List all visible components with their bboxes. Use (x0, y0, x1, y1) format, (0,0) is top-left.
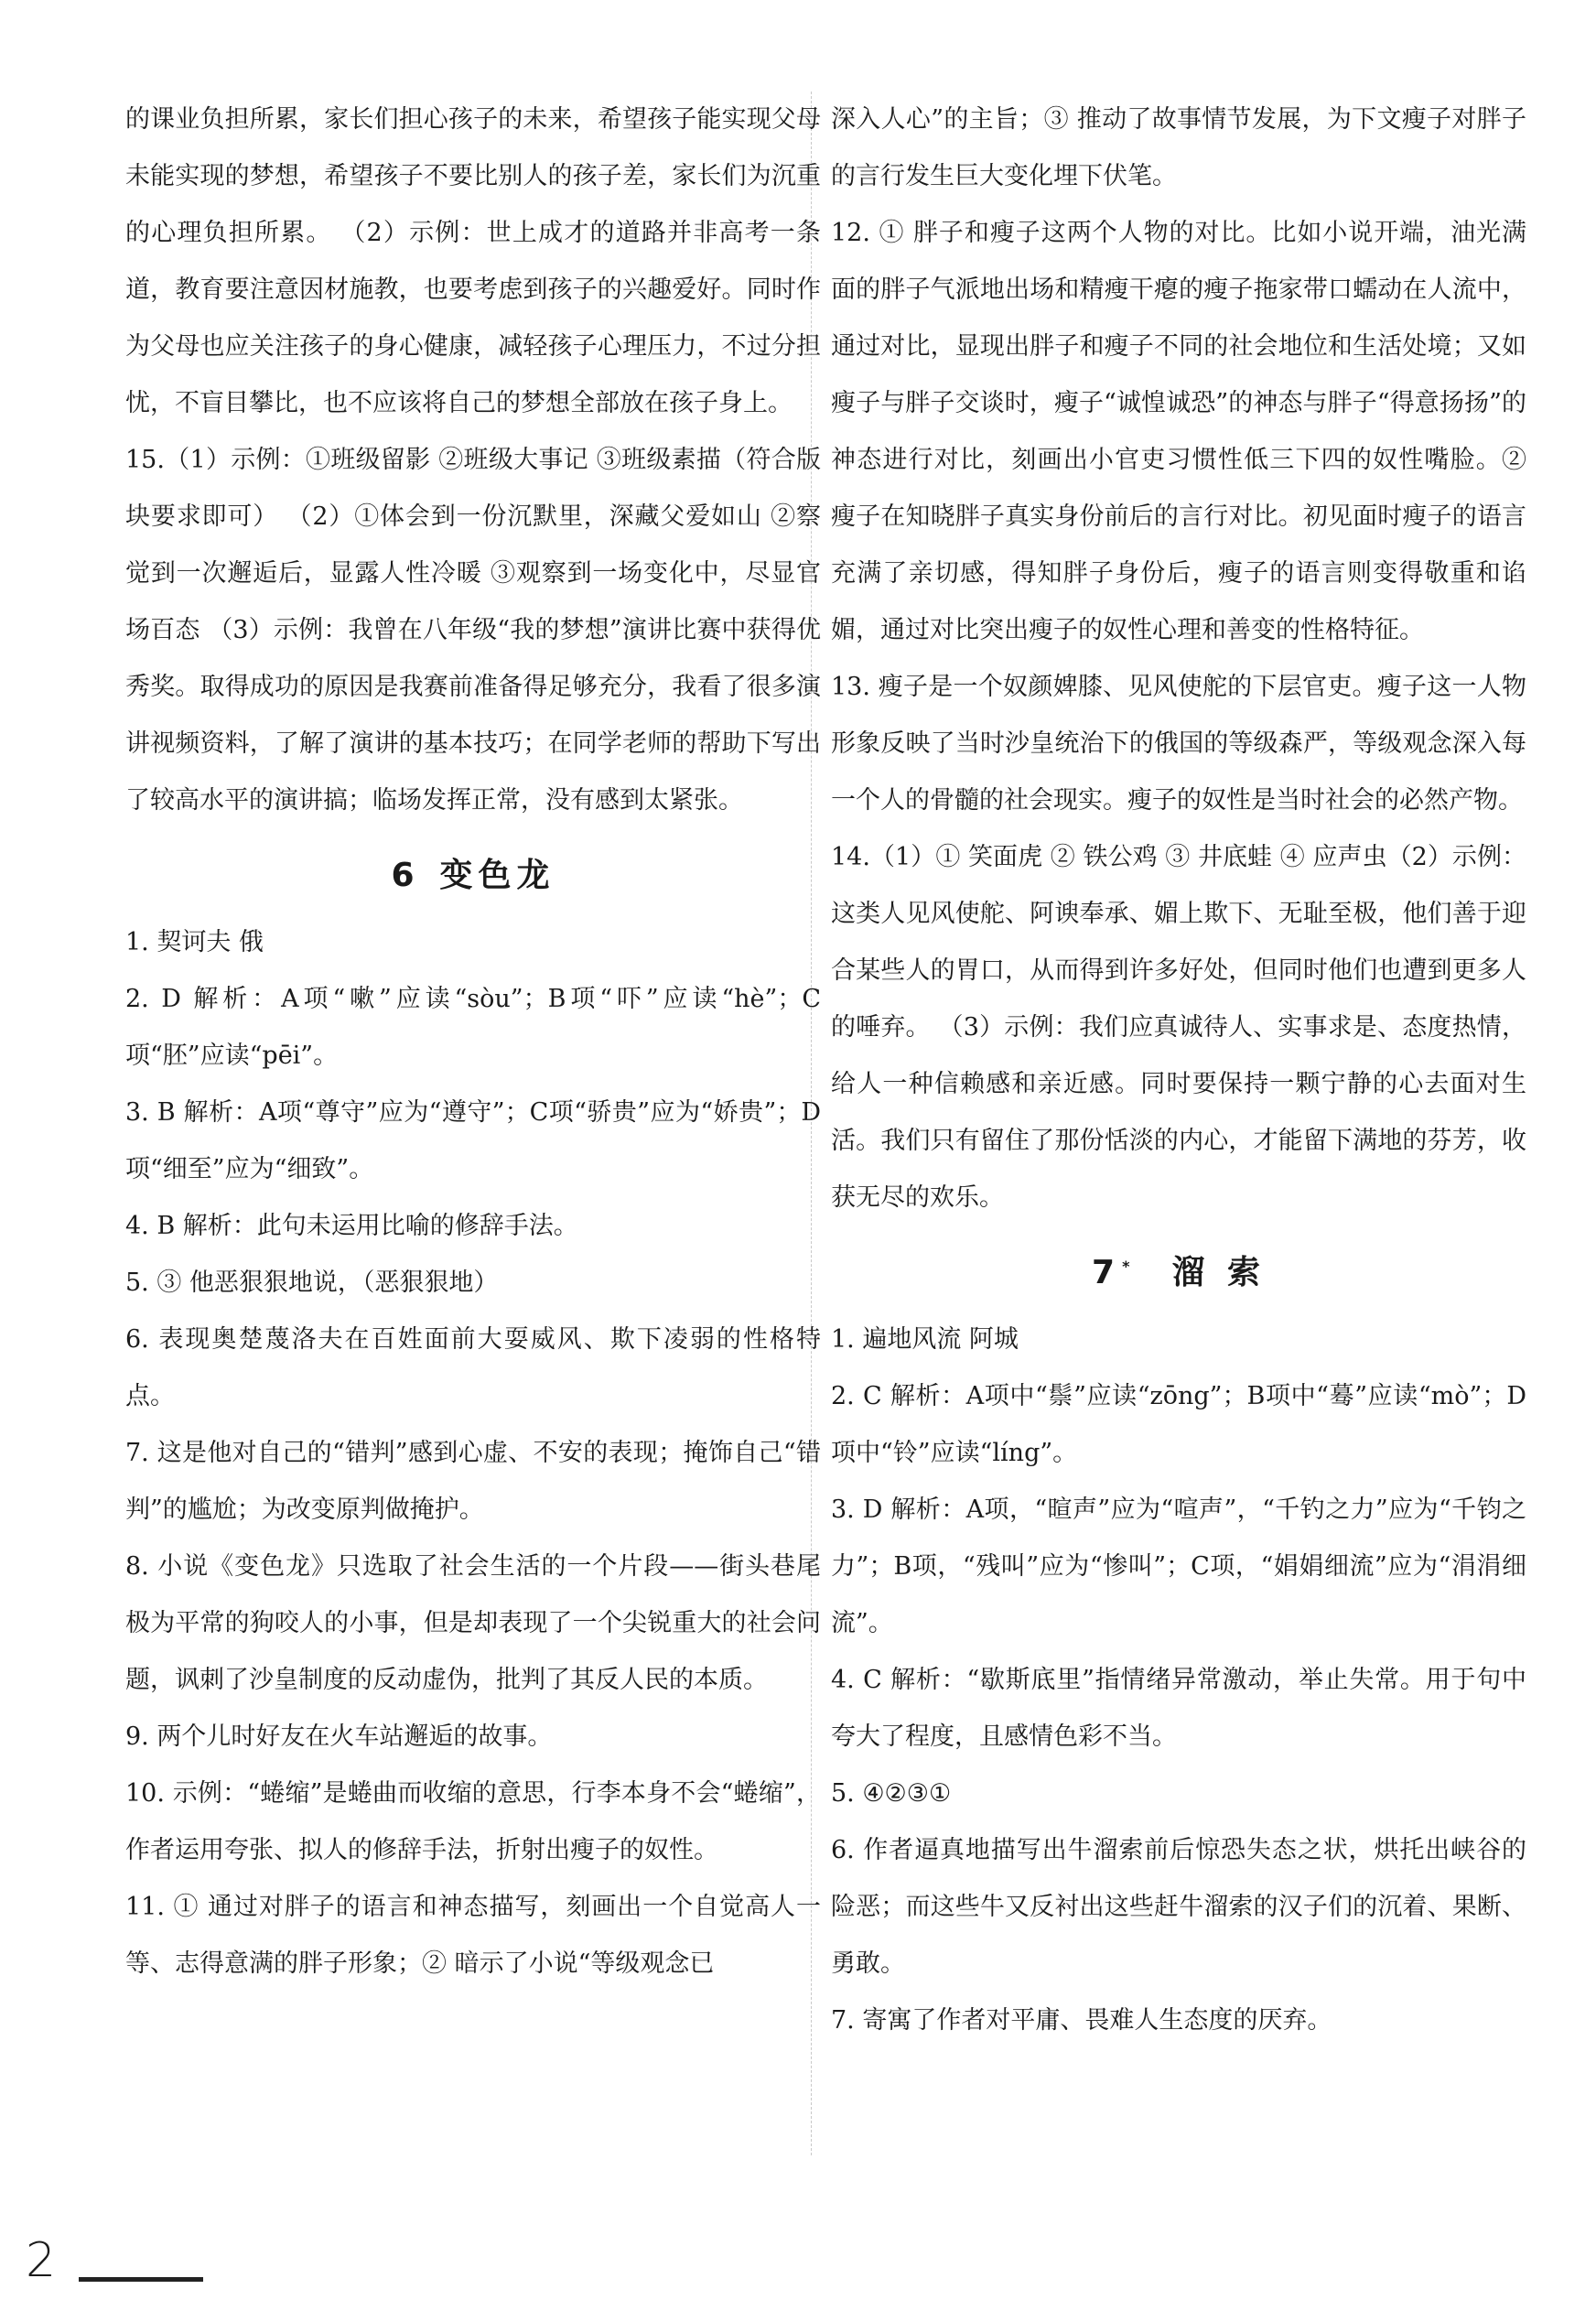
answer-item: 5. ③ 他恶狠狠地说，（恶狠狠地） (125, 1269, 499, 1297)
section-title: 变色龙 (439, 857, 555, 894)
page-number: 2 (26, 2233, 57, 2288)
answer-item: 4. C 解析：“歇斯底里”指情绪异常激动，举止失常。用于句中夸大了程度，且感情色彩不当。 (831, 1666, 1526, 1751)
answer-paragraph: 深入人心”的主旨；③ 推动了故事情节发展，为下文瘦子对胖子的言行发生巨大变化埋下伏笔。 (831, 105, 1526, 190)
answer-item: 14.（1）① 笑面虎 ② 铁公鸡 ③ 井底蛙 ④ 应声虫（2）示例：这类人见风使舵、阿谀奉承、媚上欺下、无耻至极，他们善于迎合某些人的胃口，从而得到许多好处，但同时他们也遭到更多人的唾弃。 （3）示例：我们应真诚待人、实事求是、态度热情，给人一种信赖感和亲近感。同时要保持一颗宁静的心去面对生活。我们只有留住了那份恬淡的内心，才能留下满地的芬芳，收获无尽的欢乐。 (831, 843, 1526, 1212)
section-heading-6 (125, 849, 821, 896)
answer-item: 7. 寄寓了作者对平庸、畏难人生态度的厌弃。 (831, 2006, 1332, 2035)
answer-item: 12. ① 胖子和瘦子这两个人物的对比。比如小说开端，油光满面的胖子气派地出场和精瘦干瘪的瘦子拖家带口蠕动在人流中，通过对比，显现出胖子和瘦子不同的社会地位和生活处境；又如瘦子与胖子交谈时，瘦子“诚惶诚恐”的神态与胖子“得意扬扬”的神态进行对比，刻画出小官吏习惯性低三下四的奴性嘴脸。② 瘦子在知晓胖子真实身份前后的言行对比。初见面时瘦子的语言充满了亲切感，得知胖子身份后，瘦子的语言则变得敬重和谄媚，通过对比突出瘦子的奴性心理和善变的性格特征。 (831, 219, 1526, 644)
answer-item: 7. 这是他对自己的“错判”感到心虚、不安的表现；掩饰自己“错判”的尴尬；为改变原判做掩护。 (125, 1439, 821, 1524)
page-number-rule (79, 2277, 203, 2282)
answer-item: 5. ④②③① (831, 1779, 952, 1808)
answer-item: 11. ① 通过对胖子的语言和神态描写，刻画出一个自觉高人一等、志得意满的胖子形象；② 暗示了小说“等级观念已 (125, 1893, 821, 1978)
section-number: 7 * (1092, 1254, 1136, 1291)
answer-item: 9. 两个儿时好友在火车站邂逅的故事。 (125, 1722, 553, 1751)
section-number: 6 (391, 857, 420, 894)
answer-item: 10. 示例：“蜷缩”是蜷曲而收缩的意思，行李本身不会“蜷缩”，作者运用夸张、拟人的修辞手法，折射出瘦子的奴性。 (125, 1779, 821, 1864)
answer-item: 6. 作者逼真地描写出牛溜索前后惊恐失态之状，烘托出峡谷的险恶；而这些牛又反衬出这些赶牛溜索的汉子们的沉着、果断、勇敢。 (831, 1836, 1526, 1978)
section-title: 溜 索 (1171, 1254, 1266, 1291)
answer-item: 6. 表现奥楚蔑洛夫在百姓面前大耍威风、欺下凌弱的性格特点。 (125, 1325, 821, 1410)
answer-item: 2. D 解析：A项“嗽”应读“sòu”；B项“吓”应读“hè”；C项“胚”应读“pēi”。 (125, 985, 821, 1070)
answer-item: 1. 契诃夫 俄 (125, 928, 264, 956)
right-column (831, 92, 1526, 2049)
answer-item: 4. B 解析：此句未运用比喻的修辞手法。 (125, 1212, 578, 1240)
optional-mark: * (1122, 1258, 1136, 1275)
left-column (125, 92, 821, 1992)
section-heading-7 (831, 1247, 1526, 1293)
answer-paragraph: 的课业负担所累，家长们担心孩子的未来，希望孩子能实现父母未能实现的梦想，希望孩子不要比别人的孩子差，家长们为沉重的心理负担所累。 （2）示例：世上成才的道路并非高考一条道，教育要注意因材施教，也要考虑到孩子的兴趣爱好。同时作为父母也应关注孩子的身心健康，减轻孩子心理压力，不过分担忧，不盲目攀比，也不应该将自己的梦想全部放在孩子身上。 (125, 105, 821, 417)
answer-item: 3. D 解析：A项，“暄声”应为“喧声”，“千钓之力”应为“千钧之力”；B项，“残叫”应为“惨叫”；C项，“娟娟细流”应为“涓涓细流”。 (831, 1496, 1526, 1637)
answer-item: 13. 瘦子是一个奴颜婢膝、见风使舵的下层官吏。瘦子这一人物形象反映了当时沙皇统治下的俄国的等级森严，等级观念深入每一个人的骨髓的社会现实。瘦子的奴性是当时社会的必然产物。 (831, 673, 1526, 815)
answer-item: 1. 遍地风流 阿城 (831, 1325, 1019, 1354)
answer-item: 3. B 解析：A项“尊守”应为“遵守”；C项“骄贵”应为“娇贵”；D项“细至”应为“细致”。 (125, 1098, 821, 1183)
answer-item: 2. C 解析：A项中“鬃”应读“zōng”；B项中“蓦”应读“mò”；D项中“铃”应读“líng”。 (831, 1382, 1526, 1467)
answer-paragraph: 15.（1）示例：①班级留影 ②班级大事记 ③班级素描（符合版块要求即可） （2）①体会到一份沉默里，深藏父爱如山 ②察觉到一次邂逅后，显露人性冷暖 ③观察到一场变化中，尽显官场百态 （3）示例：我曾在八年级“我的梦想”演讲比赛中获得优秀奖。取得成功的原因是我赛前准备得足够充分，我看了很多演讲视频资料，了解了演讲的基本技巧；在同学老师的帮助下写出了较高水平的演讲搞；临场发挥正常，没有感到太紧张。 (125, 446, 821, 815)
answer-item: 8. 小说《变色龙》只选取了社会生活的一个片段——街头巷尾极为平常的狗咬人的小事，但是却表现了一个尖锐重大的社会问题，讽刺了沙皇制度的反动虚伪，批判了其反人民的本质。 (125, 1552, 821, 1694)
